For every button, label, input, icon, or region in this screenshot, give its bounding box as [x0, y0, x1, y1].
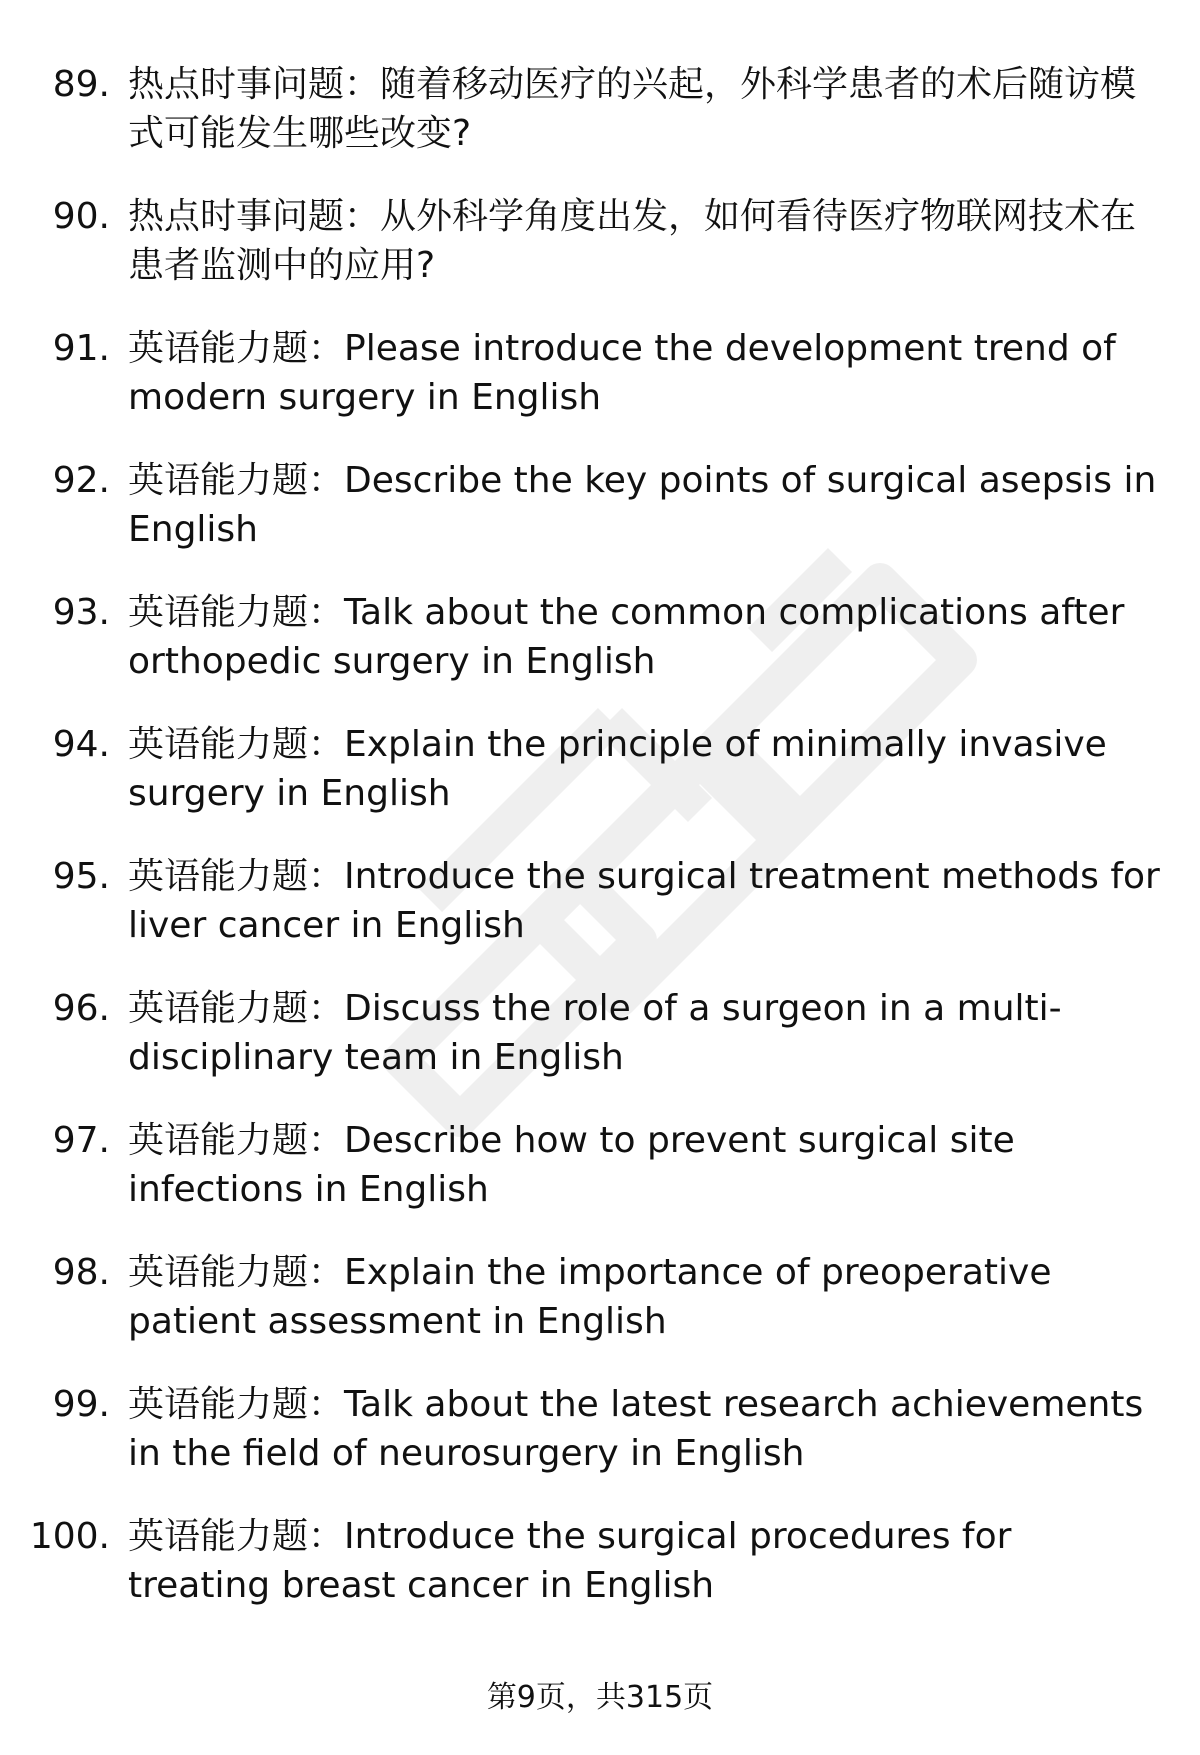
page-footer: 第9页，共315页 — [486, 1680, 714, 1715]
question-text: 热点时事问题：从外科学角度出发，如何看待医疗物联网技术在患者监测中的应用? — [128, 196, 1137, 286]
question-text: 热点时事问题：随着移动医疗的兴起，外科学患者的术后随访模式可能发生哪些改变? — [128, 64, 1137, 154]
question-text: 英语能力题：Describe how to prevent surgical site infections in English — [128, 1120, 1015, 1210]
question-item — [0, 60, 1200, 192]
question-number: 92. — [52, 460, 110, 501]
question-item — [0, 984, 1200, 1116]
question-item — [0, 192, 1200, 324]
question-text: 英语能力题：Introduce the surgical treatment methods for liver cancer in English — [128, 856, 1160, 946]
question-item — [0, 456, 1200, 588]
question-item — [0, 1380, 1200, 1512]
question-number: 95. — [52, 856, 110, 897]
question-number: 98. — [52, 1252, 110, 1293]
question-number: 91. — [52, 328, 110, 369]
question-number: 96. — [52, 988, 110, 1029]
question-item — [0, 852, 1200, 984]
question-item — [0, 588, 1200, 720]
question-text: 英语能力题：Explain the principle of minimally invasive surgery in English — [128, 724, 1107, 814]
question-item — [0, 324, 1200, 456]
question-text: 英语能力题：Introduce the surgical procedures for treating breast cancer in English — [128, 1516, 1012, 1606]
question-number: 89. — [52, 64, 110, 105]
question-text: 英语能力题：Discuss the role of a surgeon in a multi-disciplinary team in English — [128, 988, 1062, 1078]
question-item — [0, 720, 1200, 852]
question-number: 94. — [52, 724, 110, 765]
question-text: 英语能力题：Please introduce the development trend of modern surgery in English — [128, 328, 1116, 418]
question-number: 97. — [52, 1120, 110, 1161]
question-text: 英语能力题：Talk about the common complications after orthopedic surgery in English — [128, 592, 1125, 682]
question-text: 英语能力题：Explain the importance of preoperative patient assessment in English — [128, 1252, 1052, 1342]
question-item — [0, 1116, 1200, 1248]
question-list — [0, 60, 1200, 1644]
question-number: 90. — [52, 196, 110, 237]
question-number: 99. — [52, 1384, 110, 1425]
question-number: 100. — [29, 1516, 110, 1557]
question-text: 英语能力题：Describe the key points of surgical asepsis in English — [128, 460, 1157, 550]
question-text: 英语能力题：Talk about the latest research achievements in the field of neurosurgery in English — [128, 1384, 1144, 1474]
question-number: 93. — [52, 592, 110, 633]
question-item — [0, 1248, 1200, 1380]
question-item — [0, 1512, 1200, 1644]
